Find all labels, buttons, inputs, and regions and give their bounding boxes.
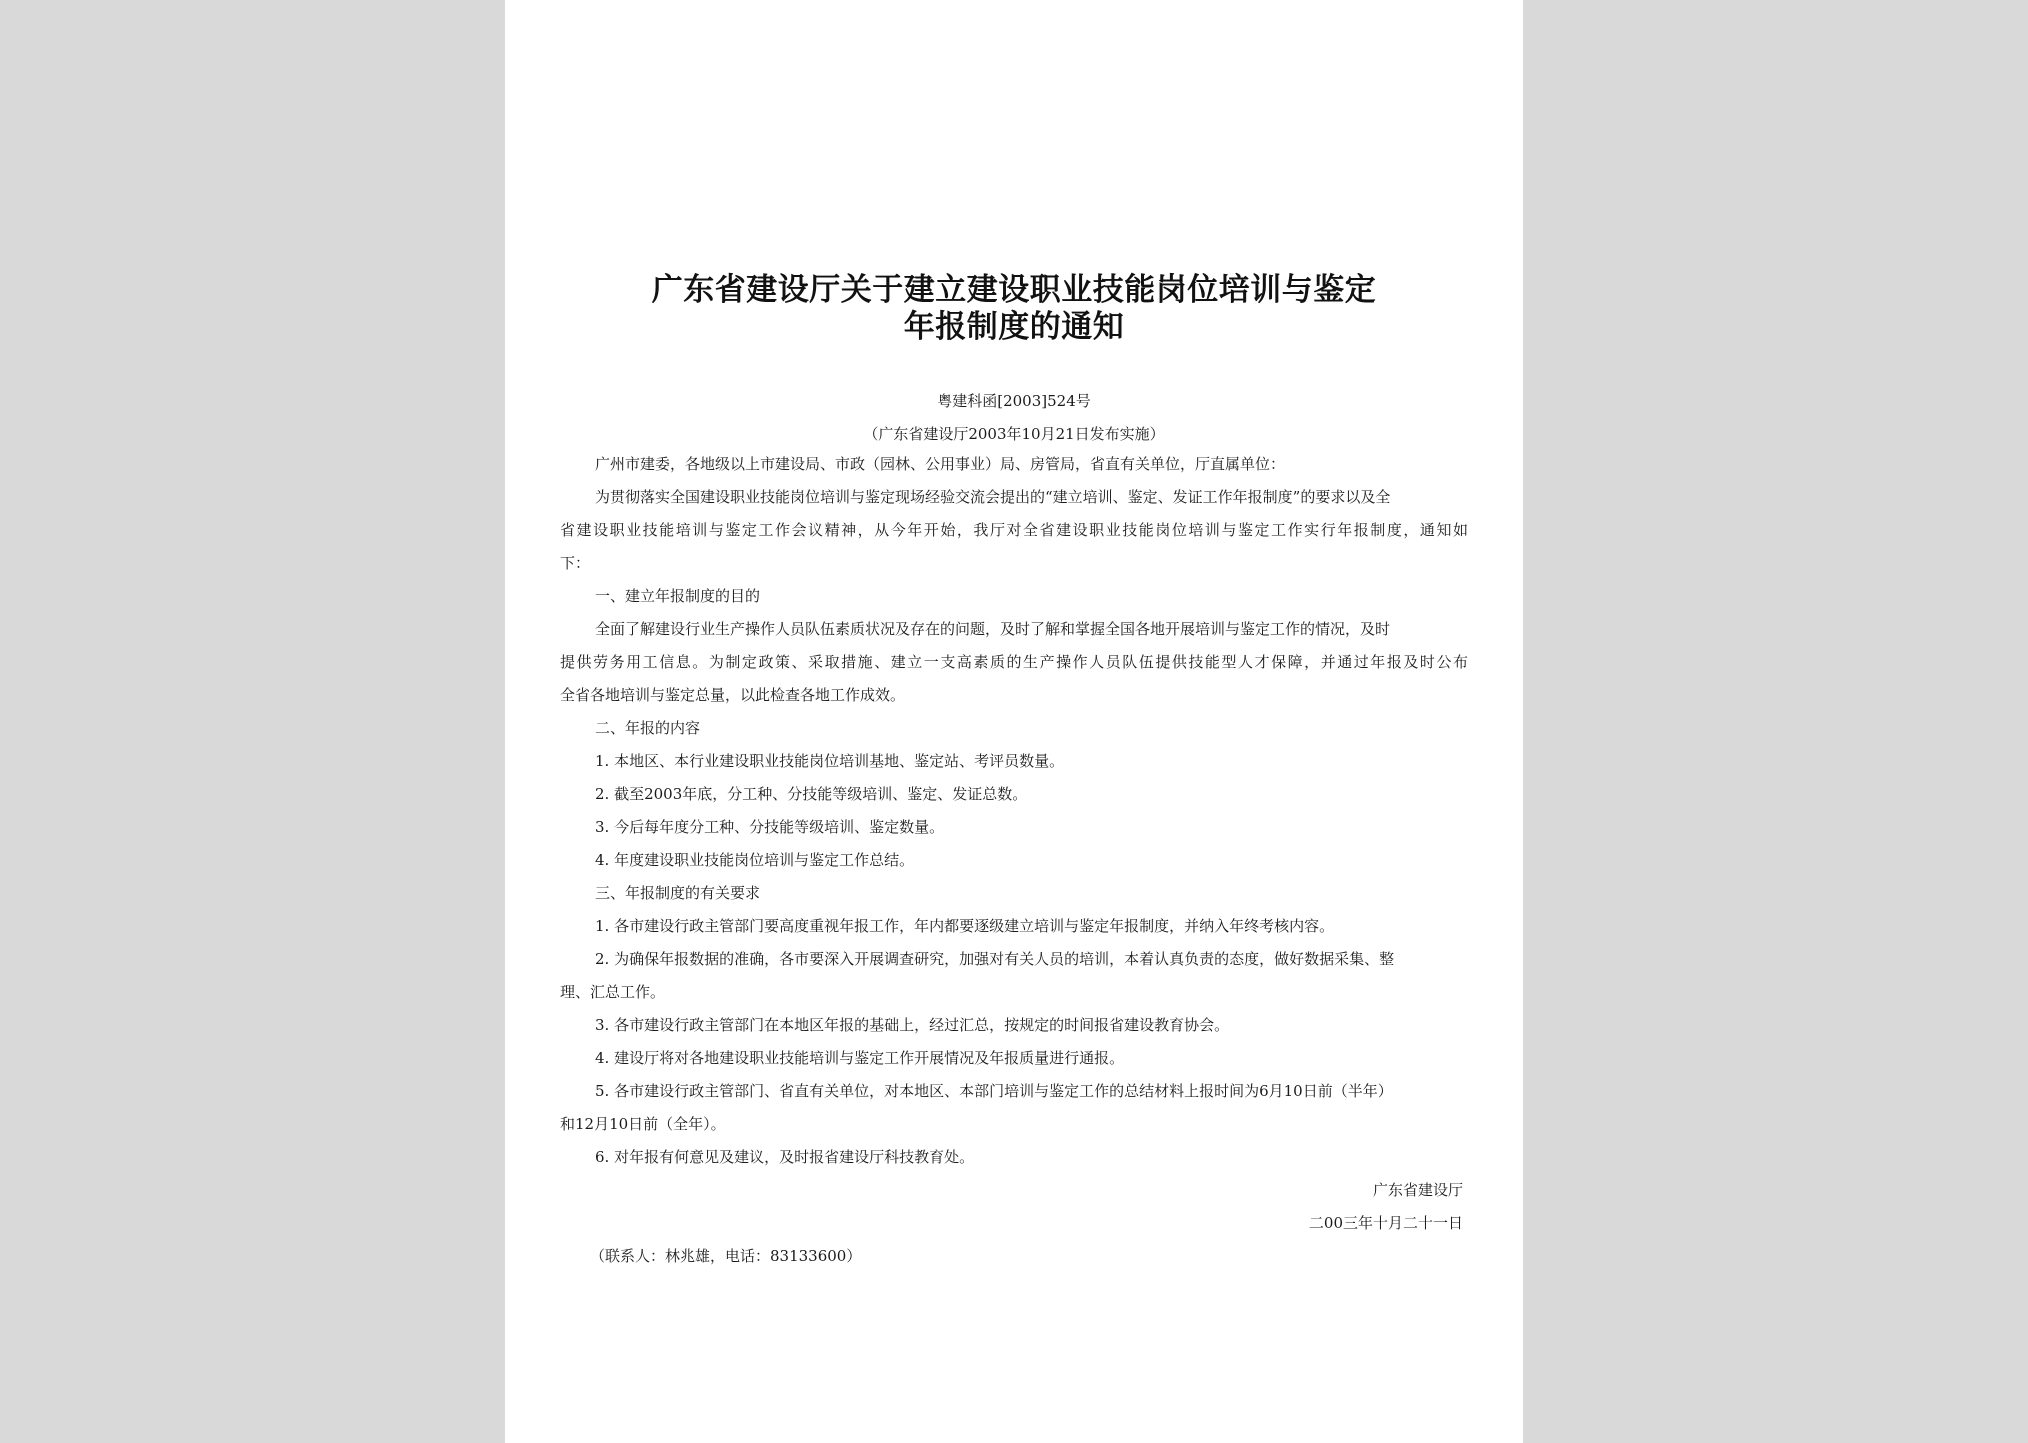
section2-item-1: 1. 本地区、本行业建设职业技能岗位培训基地、鉴定站、考评员数量。	[595, 752, 1065, 770]
issue-note: （广东省建设厅2003年10月21日发布实施）	[863, 425, 1165, 443]
contact-info: （联系人：林兆雄，电话：83133600）	[590, 1247, 862, 1265]
intro-line-3: 下：	[560, 554, 591, 572]
signature-date: 二00三年十月二十一日	[1308, 1214, 1463, 1232]
signature-org: 广东省建设厅	[1372, 1181, 1463, 1199]
section3-item-2-line-2: 理、汇总工作。	[560, 983, 666, 1001]
intro-line-1: 为贯彻落实全国建设职业技能岗位培训与鉴定现场经验交流会提出的“建立培训、鉴定、发证工作年报制度”的要求以及全	[595, 488, 1391, 506]
section2-item-2: 2. 截至2003年底，分工种、分技能等级培训、鉴定、发证总数。	[595, 785, 1028, 803]
document-page	[505, 0, 1523, 1443]
section1-line-2: 提供劳务用工信息。为制定政策、采取措施、建立一支高素质的生产操作人员队伍提供技能型人才保障，并通过年报及时公布	[560, 653, 1468, 671]
document-number: 粤建科函[2003]524号	[937, 392, 1091, 410]
section3-item-5-line-2: 和12月10日前（全年）。	[560, 1115, 726, 1133]
section3-item-2-line-1: 2. 为确保年报数据的准确，各市要深入开展调查研究，加强对有关人员的培训，本着认真负责的态度，做好数据采集、整	[595, 950, 1395, 968]
addressee: 广州市建委，各地级以上市建设局、市政（园林、公用事业）局、房管局，省直有关单位，厅直属单位：	[595, 455, 1286, 473]
section3-item-4: 4. 建设厅将对各地建设职业技能培训与鉴定工作开展情况及年报质量进行通报。	[595, 1049, 1125, 1067]
section3-heading: 三、年报制度的有关要求	[595, 884, 761, 902]
section1-heading: 一、建立年报制度的目的	[595, 587, 761, 605]
section3-item-5-line-1: 5. 各市建设行政主管部门、省直有关单位，对本地区、本部门培训与鉴定工作的总结材料上报时间为6月10日前（半年）	[595, 1082, 1393, 1100]
section2-item-4: 4. 年度建设职业技能岗位培训与鉴定工作总结。	[595, 851, 915, 869]
section1-line-1: 全面了解建设行业生产操作人员队伍素质状况及存在的问题，及时了解和掌握全国各地开展培训与鉴定工作的情况，及时	[595, 620, 1391, 638]
intro-line-2: 省建设职业技能培训与鉴定工作会议精神，从今年开始，我厅对全省建设职业技能岗位培训与鉴定工作实行年报制度，通知如	[560, 521, 1468, 539]
document-title-line-2: 年报制度的通知	[903, 309, 1125, 345]
section2-heading: 二、年报的内容	[595, 719, 701, 737]
section2-item-3: 3. 今后每年度分工种、分技能等级培训、鉴定数量。	[595, 818, 945, 836]
document-title-line-1: 广东省建设厅关于建立建设职业技能岗位培训与鉴定	[651, 272, 1377, 308]
section3-item-6: 6. 对年报有何意见及建议，及时报省建设厅科技教育处。	[595, 1148, 975, 1166]
section1-line-3: 全省各地培训与鉴定总量，以此检查各地工作成效。	[560, 686, 906, 704]
section3-item-1: 1. 各市建设行政主管部门要高度重视年报工作，年内都要逐级建立培训与鉴定年报制度，并纳入年终考核内容。	[595, 917, 1335, 935]
section3-item-3: 3. 各市建设行政主管部门在本地区年报的基础上，经过汇总，按规定的时间报省建设教育协会。	[595, 1016, 1230, 1034]
